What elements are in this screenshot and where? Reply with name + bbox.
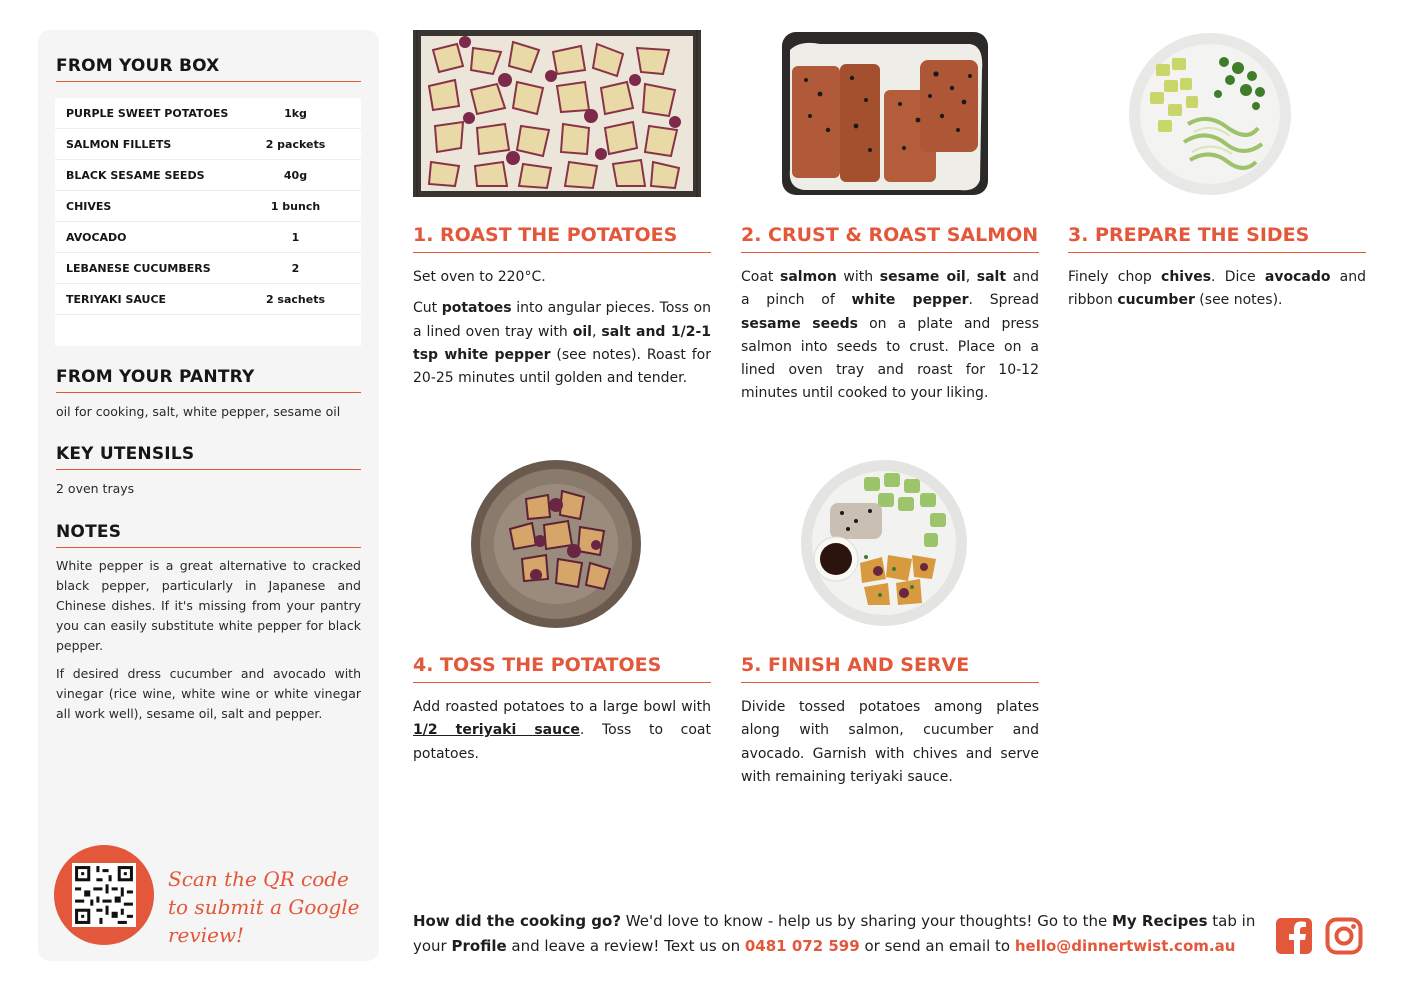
email-link[interactable]: hello@dinnertwist.com.au — [1014, 937, 1236, 955]
ingredient-name: BLACK SESAME SEEDS — [66, 168, 205, 182]
table-row — [55, 191, 361, 222]
step-4-body — [413, 696, 711, 774]
pantry-heading: FROM YOUR PANTRY — [56, 367, 361, 393]
qr-badge[interactable] — [54, 845, 154, 945]
step-5-p1: Divide tossed potatoes among plates along with salmon, cucumber and avocado. Garnish with chives and serve with remaining teriyaki sauce. — [741, 699, 1039, 785]
step-2-body — [741, 266, 1039, 414]
from-your-box-heading: FROM YOUR BOX — [56, 56, 361, 82]
step-1-p2: Cut potatoes into angular pieces. Toss on a lined oven tray with oil, salt and 1/2-1 tsp white pepper (see notes). Roast for 20-25 minutes until golden and tender. — [413, 300, 712, 387]
footer-question: How did the cooking go? — [413, 912, 622, 930]
instagram-icon[interactable] — [1325, 917, 1363, 955]
notes-paragraph: If desired dress cucumber and avocado with vinegar (rice wine, white wine or white vinegar all work well), sesame oil, salt and pepper. — [56, 666, 361, 721]
step-4-p1: Add roasted potatoes to a large bowl with 1/2 teriyaki sauce. Toss to coat potatoes. — [413, 699, 711, 762]
step-3-body — [1068, 266, 1366, 321]
ingredient-qty: 1 — [291, 230, 300, 244]
profile-link[interactable]: Profile — [451, 937, 507, 955]
sides-plate-photo — [1128, 32, 1292, 196]
phone-link[interactable]: 0481 072 599 — [744, 937, 860, 955]
ingredient-qty: 2 packets — [265, 137, 326, 151]
roasting-potatoes-photo — [413, 30, 701, 197]
sidebar — [38, 30, 379, 961]
utensils-heading: KEY UTENSILS — [56, 444, 361, 470]
finished-plate-photo — [800, 459, 968, 627]
step-4-title: 4. TOSS THE POTATOES — [413, 654, 711, 683]
step-1-body — [413, 266, 711, 398]
table-row — [55, 222, 361, 253]
table-row — [55, 160, 361, 191]
ingredient-qty: 1kg — [284, 106, 307, 120]
ingredient-qty: 40g — [283, 168, 308, 182]
step-2-title: 2. CRUST & ROAST SALMON — [741, 224, 1039, 253]
table-row — [55, 284, 361, 315]
review-footer: How did the cooking go? We'd love to know - help us by sharing your thoughts! Go to the My Recipes tab in your Profile and leave a review! Text us on 0481 072 599 or send an email to hello@dinnertwist.com.au — [413, 912, 1256, 955]
table-row — [55, 253, 361, 284]
notes-heading: NOTES — [56, 522, 361, 548]
ingredient-name: CHIVES — [66, 199, 112, 213]
facebook-icon[interactable] — [1275, 917, 1313, 955]
ingredient-name: LEBANESE CUCUMBERS — [66, 261, 211, 275]
notes-body — [56, 556, 361, 732]
notes-paragraph: White pepper is a great alternative to cracked black pepper, particularly in Japanese and Chinese dishes. If it's missing from your pantry you can easily substitute white pepper for black pepper. — [56, 558, 361, 653]
ingredient-qty: 2 — [291, 261, 300, 275]
utensils-text: 2 oven trays — [56, 481, 135, 496]
ingredient-name: SALMON FILLETS — [66, 137, 172, 151]
table-row — [55, 129, 361, 160]
qr-caption: Scan the QR code to submit a Google review! — [168, 867, 360, 947]
step-3-p1: Finely chop chives. Dice avocado and ribbon cucumber (see notes). — [1068, 269, 1366, 309]
pantry-text: oil for cooking, salt, white pepper, sesame oil — [56, 404, 341, 419]
box-ingredients-table — [55, 98, 361, 346]
step-2-p1: Coat salmon with sesame oil, salt and a pinch of white pepper. Spread sesame seeds on a plate and press salmon into seeds to crust. Place on a lined oven tray and roast for 10-12 minutes until cooked to your liking. — [741, 269, 1040, 402]
step-1-p1: Set oven to 220°C. — [413, 269, 546, 285]
step-1-title: 1. ROAST THE POTATOES — [413, 224, 711, 253]
table-row — [55, 98, 361, 129]
my-recipes-link[interactable]: My Recipes — [1111, 912, 1208, 930]
step-5-body — [741, 696, 1039, 797]
sesame-salmon-photo — [780, 30, 990, 197]
qr-code-icon — [72, 863, 136, 927]
tossed-potatoes-bowl-photo — [470, 459, 642, 629]
ingredient-name: TERIYAKI SAUCE — [66, 292, 167, 306]
ingredient-name: AVOCADO — [66, 230, 127, 244]
step-5-title: 5. FINISH AND SERVE — [741, 654, 1039, 683]
step-3-title: 3. PREPARE THE SIDES — [1068, 224, 1366, 253]
ingredient-qty: 1 bunch — [270, 199, 321, 213]
ingredient-name: PURPLE SWEET POTATOES — [66, 106, 229, 120]
ingredient-qty: 2 sachets — [265, 292, 326, 306]
